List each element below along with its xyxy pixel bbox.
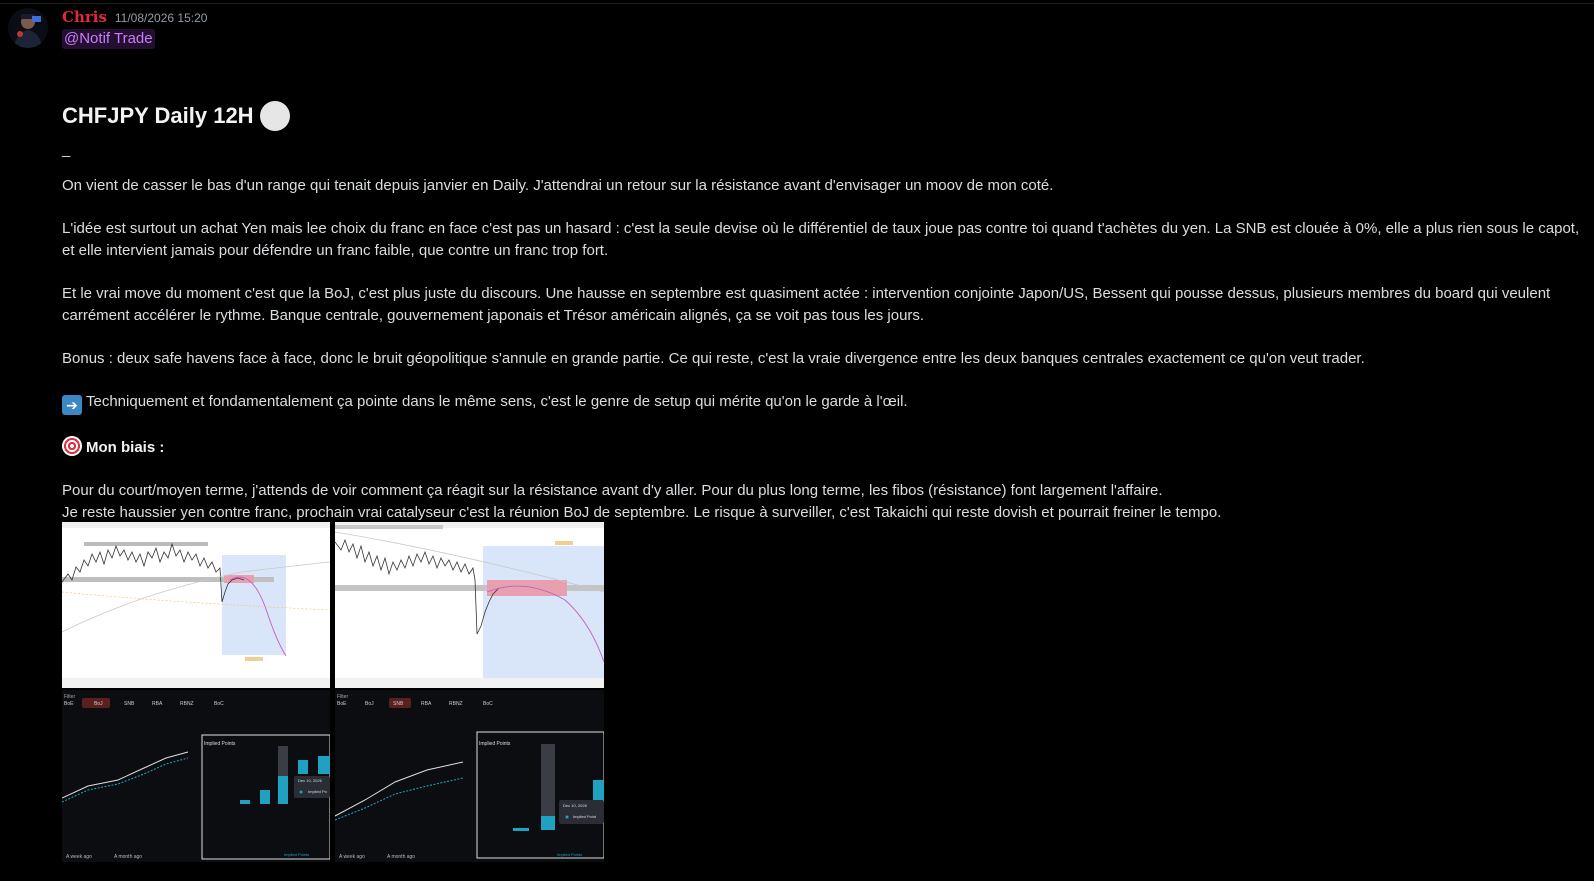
attachment-rates-boj[interactable] — [62, 690, 330, 862]
message-header — [62, 8, 1582, 28]
tooltip-label: Implied Point — [573, 814, 597, 819]
rates-panel-1 — [62, 690, 330, 862]
tooltip-date: Dec 10, 2026 — [298, 778, 322, 783]
legend-month: A month ago — [114, 854, 143, 860]
white-circle-icon — [260, 101, 290, 131]
bank-tab-label: SNB — [393, 701, 404, 707]
arrow-line — [62, 391, 1582, 415]
implied-points-title: Implied Points — [479, 741, 511, 747]
bank-tab-label: SNB — [124, 701, 135, 707]
svg-text:Filter: Filter — [337, 694, 349, 700]
legend-week: A week ago — [66, 854, 92, 860]
paragraph: On vient de casser le bas d'un range qui tenait depuis janvier en Daily. J'attendrai un retour sur la résistance avant d'envisager un moov de mon coté. — [62, 177, 1054, 194]
message — [62, 8, 1582, 524]
timestamp: 11/08/2026 15:20 — [114, 11, 208, 25]
avatar-image — [8, 8, 48, 48]
arrow-line-text: Techniquement et fondamentalement ça pointe dans le même sens, c'est le genre de setup qui mérite qu'on le garde à l'œil. — [86, 393, 908, 410]
author-name[interactable]: Chris — [62, 8, 107, 26]
tooltip-label: Implied Po — [308, 789, 327, 794]
bank-tab-label: BoJ — [94, 701, 103, 707]
legend-implied: Implied Points — [284, 852, 310, 857]
bank-tab-label: RBA — [152, 701, 163, 707]
message-heading — [62, 101, 1582, 131]
bank-tab-label: BoE — [337, 701, 347, 707]
bank-tab-label: BoC — [214, 701, 224, 707]
rates-panel-2 — [335, 690, 604, 862]
target-icon — [62, 436, 82, 456]
bias-title: Mon biais : — [86, 439, 165, 456]
image-attachments — [62, 522, 604, 862]
attachment-chart-chfjpy-1[interactable] — [62, 522, 330, 688]
avatar[interactable] — [8, 8, 48, 48]
separator-dash: _ — [62, 141, 71, 158]
bank-tab-label: BoE — [64, 701, 74, 707]
bank-tab-label: BoC — [483, 701, 493, 707]
attachment-chart-chfjpy-2[interactable] — [335, 522, 604, 688]
tooltip-date: Dec 10, 2026 — [563, 803, 587, 808]
bias-line: Pour du court/moyen terme, j'attends de voir comment ça réagit sur la résistance avant d'y aller. Pour du plus long terme, les fibos (résistance) font largement l'affaire. — [62, 482, 1163, 499]
bank-tab-label: RBNZ — [449, 701, 463, 707]
bank-tab-label: BoJ — [365, 701, 374, 707]
bank-tab-label: RBA — [421, 701, 432, 707]
top-divider — [0, 3, 1594, 4]
bias-line: Je reste haussier yen contre franc, prochain vrai catalyseur c'est la réunion BoJ de septembre. Le risque à surveiller, c'est Takaichi qui reste dovish et pourrait freiner le tempo. — [62, 504, 1222, 521]
price-chart-1 — [62, 522, 330, 688]
paragraph: L'idée est surtout un achat Yen mais lee choix du franc en face c'est pas un hasard : c'est la seule devise où le différentiel de taux joue pas contre toi quand t'achètes du yen. La SNB est clouée à 0%, elle a plus rien sous le capot, et elle intervient jamais pour défendre un franc faible, que contre un franc trop fort. — [62, 220, 1580, 259]
paragraph: Et le vrai move du moment c'est que la BoJ, c'est plus juste du discours. Une hausse en septembre est quasiment actée : intervention conjointe Japon/US, Bessent qui pousse dessus, plusieurs membres du board qui veulent carrément accélérer le rythme. Banque centrale, gouvernement japonais et Trésor américain alignés, ça se voit pas tous les jours. — [62, 285, 1551, 324]
price-chart-2 — [335, 522, 604, 688]
bias-heading — [62, 436, 1582, 459]
role-mention[interactable]: @Notif Trade — [64, 30, 153, 47]
attachment-rates-snb[interactable] — [335, 690, 604, 862]
bank-tab-label: RBNZ — [180, 701, 194, 707]
legend-week: A week ago — [339, 854, 365, 860]
legend-month: A month ago — [387, 854, 416, 860]
paragraph: Bonus : deux safe havens face à face, donc le bruit géopolitique s'annule en grande partie. Ce qui reste, c'est la vraie divergence entre les deux banques centrales exactement ce qu'on veut trader. — [62, 350, 1365, 367]
right-arrow-icon: ➔ — [62, 395, 82, 415]
message-content — [62, 101, 1582, 524]
svg-text:Filter: Filter — [64, 694, 76, 700]
implied-points-title: Implied Points — [204, 741, 236, 747]
legend-implied: Implied Points — [557, 852, 583, 857]
heading-text: CHFJPY Daily 12H — [62, 103, 254, 128]
